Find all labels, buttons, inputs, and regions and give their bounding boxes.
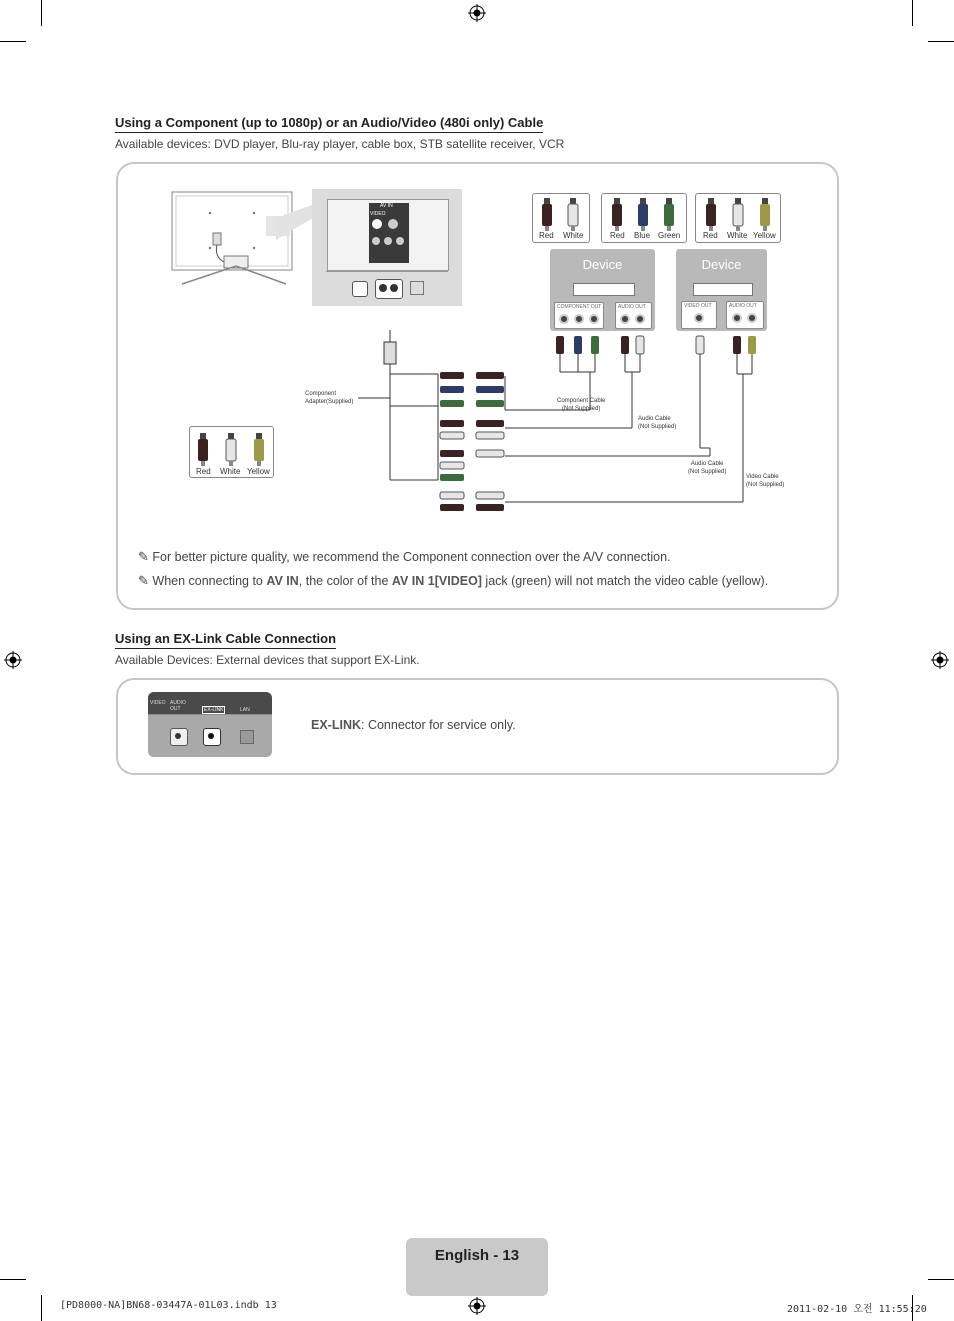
- crop-mark: [0, 1279, 26, 1280]
- plug-group-audio: [532, 193, 590, 243]
- note-icon: ✎: [138, 573, 149, 588]
- section-subtitle-exlink: Available Devices: External devices that support EX-Link.: [115, 653, 420, 667]
- plug-group-component: [601, 193, 687, 243]
- crop-mark: [928, 1279, 954, 1280]
- port-label-exlink: EX-LINK: [204, 707, 224, 713]
- registration-mark-icon: [931, 651, 949, 669]
- tv-av-in-label: AV IN: [380, 203, 393, 209]
- plug-label: Green: [658, 231, 681, 240]
- plug-label: Red: [610, 231, 625, 240]
- footer-filename: [PD8000-NA]BN68-03447A-01L03.indb 13: [60, 1300, 277, 1311]
- port-label-audio-out: AUDIO OUT: [170, 700, 186, 712]
- registration-mark-icon: [468, 1297, 486, 1315]
- note-text-bold: AV IN: [266, 574, 299, 588]
- plug-label: Red: [703, 231, 718, 240]
- caption-audio-cable-1-text: Audio Cable (Not Supplied): [638, 416, 677, 430]
- page-number: English - 13: [434, 1247, 520, 1264]
- plug-group-left-av: [189, 426, 274, 478]
- exlink-label: EX-LINK: [311, 718, 361, 732]
- exlink-description: [311, 718, 516, 732]
- tv-video-label: VIDEO: [370, 211, 386, 217]
- caption-video-cable-text: Video Cable (Not Supplied): [746, 474, 785, 488]
- page-number-tab: [406, 1238, 548, 1296]
- crop-mark: [928, 41, 954, 42]
- cable-wiring-diagram: [300, 330, 800, 520]
- crop-mark: [0, 41, 26, 42]
- plug-label: Yellow: [753, 231, 776, 240]
- crop-mark: [912, 0, 913, 26]
- note-av-in-color: [138, 573, 768, 589]
- plug-label: Red: [539, 231, 554, 240]
- note-text-mid: , the color of the: [298, 574, 392, 588]
- exlink-port-image: [148, 692, 272, 757]
- crop-mark: [41, 0, 42, 26]
- note-text-bold: AV IN 1[VIDEO]: [391, 574, 482, 588]
- caption-component-adapter: [305, 390, 353, 406]
- audio-out-label: AUDIO OUT: [618, 304, 646, 310]
- registration-mark-icon: [4, 651, 22, 669]
- caption-component-cable: [557, 397, 605, 413]
- registration-mark-icon: [468, 4, 486, 22]
- caption-component-cable-text: Component Cable (Not Supplied): [557, 398, 606, 412]
- caption-audio-cable-2-text: Audio Cable (Not Supplied): [688, 461, 727, 475]
- plug-label: White: [563, 231, 584, 240]
- note-text-pre: When connecting to: [152, 574, 267, 588]
- note-text: For better picture quality, we recommend the Component connection over the A/V connection.: [152, 550, 671, 564]
- plug-label: Blue: [634, 231, 651, 240]
- crop-mark: [41, 1295, 42, 1321]
- video-out-label: VIDEO OUT: [684, 303, 712, 309]
- tv-jack-panel-zoom: [312, 189, 462, 306]
- device-av: [676, 249, 767, 331]
- component-out-label: COMPONENT OUT: [557, 304, 602, 310]
- caption-component-adapter-text: Component Adapter(Supplied): [305, 391, 354, 405]
- note-icon: ✎: [138, 549, 149, 564]
- note-text-post: jack (green) will not match the video cable (yellow).: [481, 574, 769, 588]
- device-title: Device: [582, 257, 623, 272]
- section-title-component: Using a Component (up to 1080p) or an Audio/Video (480i only) Cable: [115, 115, 543, 133]
- caption-audio-cable-2: [688, 460, 726, 476]
- exlink-text: : Connector for service only.: [361, 718, 516, 732]
- caption-video-cable: [746, 473, 784, 489]
- device-component: [550, 249, 655, 331]
- note-picture-quality: [138, 549, 671, 565]
- footer-timestamp: 2011-02-10 오전 11:55:20: [787, 1304, 927, 1315]
- audio-out-label: AUDIO OUT: [729, 303, 757, 309]
- plug-label: Red: [196, 467, 211, 476]
- port-label-video: VIDEO: [150, 700, 166, 706]
- plug-label: Yellow: [247, 467, 270, 476]
- section-subtitle-component: Available devices: DVD player, Blu-ray player, cable box, STB satellite receiver, VCR: [115, 137, 565, 151]
- caption-audio-cable-1: [638, 415, 676, 431]
- port-label-lan: LAN: [240, 707, 250, 713]
- plug-group-av: [695, 193, 781, 243]
- plug-label: White: [220, 467, 241, 476]
- plug-label: White: [727, 231, 748, 240]
- device-title: Device: [701, 257, 742, 272]
- section-title-exlink: Using an EX-Link Cable Connection: [115, 631, 336, 649]
